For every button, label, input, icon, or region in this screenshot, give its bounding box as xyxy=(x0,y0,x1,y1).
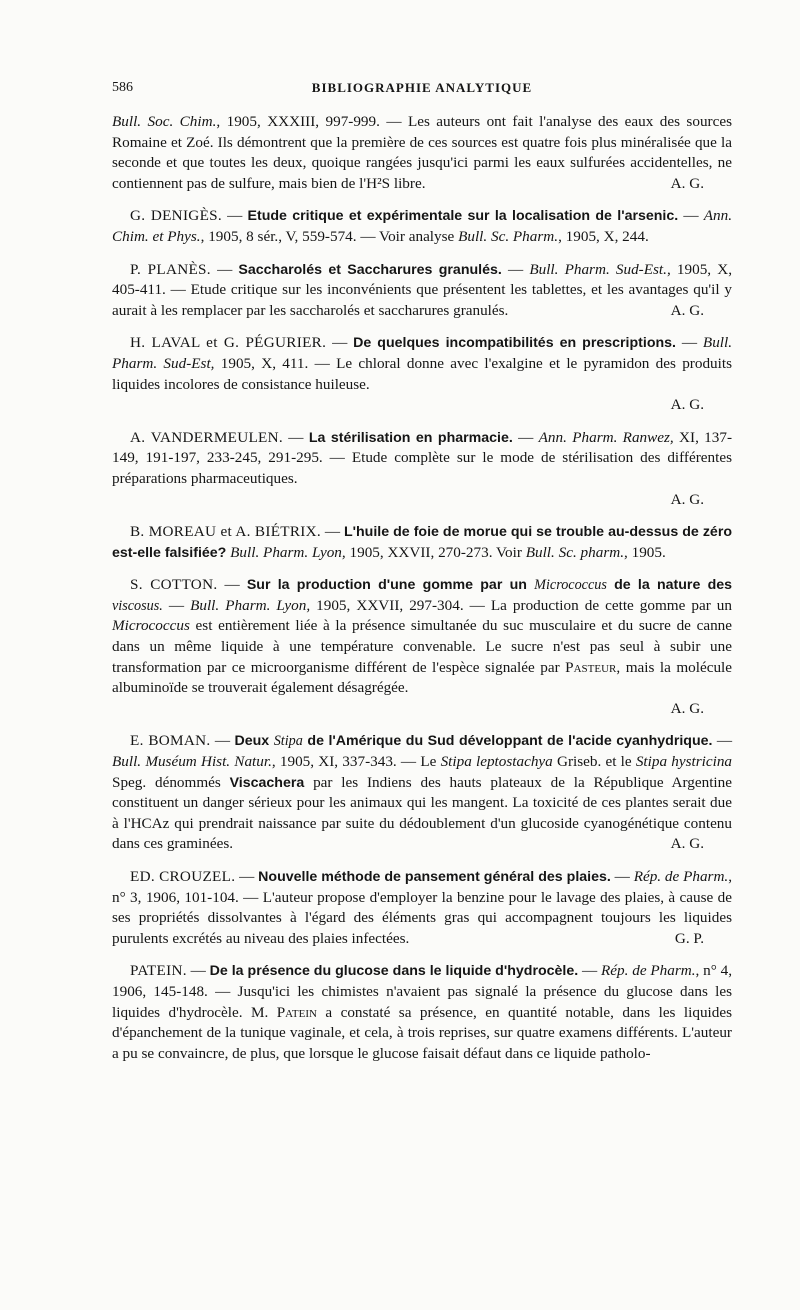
person-name: Pasteur xyxy=(565,658,617,676)
entry-body: , 1905, X, 405-411. — Etude critique sur les inconvénients que présentent les tablettes, et les avantages qu'il y aurait à les remplacer par les saccharolés et saccharures granulés. xyxy=(112,260,733,319)
entry-separator: — xyxy=(162,596,191,614)
signature: A. G. xyxy=(670,699,704,717)
entry-title xyxy=(234,733,712,749)
running-head: BIBLIOGRAPHIE ANALYTIQUE xyxy=(311,80,533,95)
page xyxy=(112,78,732,1076)
entry-title: La stérilisation en pharmacie. xyxy=(308,429,513,446)
entry-author: E. BOMAN. xyxy=(130,732,211,750)
bibliography-entry xyxy=(112,260,732,322)
common-name: Viscachera xyxy=(229,774,305,791)
entry-text: PATEIN. — De la présence du glucose dans le liquide d'hydrocèle. — Rép. de Pharm., n° 4, 1906, 145-148. — Jusqu'ici les chimistes n'avaient pas signalé la présence du glucose dans les liquides d'hydrocèle. M. Patein a constaté sa présence, en quantité notable, dans les liquides d'épanchement de la tunique vaginale, et cela, à trois reprises, sur quatre examens différents. L'auteur a pu se convaincre, de plus, que lorsque le glucose faisait défaut dans ce liquide patholo- xyxy=(112,962,733,1062)
species-name: Stipa leptostachya xyxy=(440,753,553,771)
entry-title: Saccharolés et Saccharures granulés. xyxy=(238,261,502,278)
entry-body: , 1905, X, 244. xyxy=(558,227,649,245)
entry-separator: — xyxy=(678,207,704,225)
entry-title-part: Sur la production d'une gomme par un xyxy=(246,577,535,594)
entry-text: P. PLANÈS. — Saccharolés et Saccharures granulés. — Bull. Pharm. Sud-Est., 1905, X, 405-411. — Etude critique sur les inconvénients que présentent les tablettes, et les avantages qu'il y aurait à les remplacer par les saccharolés et saccharures granulés. A. G. xyxy=(112,260,732,322)
entry-author: P. PLANÈS. xyxy=(130,260,211,278)
entry-body: , 1905, 8 sér., V, 559-574. — Voir analyse xyxy=(200,227,459,245)
journal-citation: Rép. de Pharm. xyxy=(633,868,729,885)
bibliography-entry xyxy=(112,731,732,855)
entry-title: De la présence du glucose dans le liquide d'hydrocèle. xyxy=(209,963,579,980)
entry-body: , n° 4, 1906, 145-148. — Jusqu'ici les chimistes n'avaient pas signalé la présence du glucose dans les liquides d'hydrocèle. M. xyxy=(112,962,733,1021)
entry-title: Nouvelle méthode de pansement général des plaies. xyxy=(258,869,611,885)
journal-citation: Bull. Sc. pharm. xyxy=(525,543,624,561)
entry-separator: — xyxy=(712,732,733,750)
entry-body: , 1905, XXXIII, 997-999. — Les auteurs ont fait l'analyse des eaux des sources Romaine et Zoé. Ils démontrent que la première de ces sources est quatre fois plus minéralisée que la seconde et que toutes les deux, quoique rangées jusqu'ici parmi les eaux sulfurées accidentelles, ne contiennent pas de sulfure, mais bien de l'H²S libre. xyxy=(112,113,732,192)
bibliography-entry xyxy=(112,867,732,949)
species-name: Stipa hystricina xyxy=(635,753,733,771)
bibliography-entry xyxy=(112,333,732,415)
entry-body: XI, 137-149, 191-197, 233-245, 291-295. — Etude complète sur le mode de stérilisation des différentes préparations pharmaceutiques. xyxy=(112,428,733,487)
entry-title-italic: Stipa xyxy=(273,733,303,750)
signature: A. G. xyxy=(670,835,704,853)
entry-author: A. VANDERMEULEN. xyxy=(130,428,283,446)
signature: A. G. xyxy=(670,301,704,319)
entry-title: L'huile de foie de morue qui se trouble au-dessus de zéro est-elle falsifiée? xyxy=(112,524,733,561)
entry-separator: — xyxy=(610,868,634,885)
entry-body: est entièrement liée à la présence simultanée du suc musculaire et du sucre de canne dans un même liquide à une température convenable. Le sucre n'est pas seul à subir une transformation par ce microorganisme différent de l'espèce signalée par xyxy=(112,617,732,676)
running-header xyxy=(112,78,732,100)
entry-body: 1905, X, 411. — Le chloral donne avec l'exalgine et le pyramidon des produits liquides incolores de consistance huileuse. xyxy=(112,354,732,393)
journal-citation: Bull. Muséum Hist. Natur. xyxy=(112,753,272,771)
bibliography-entry xyxy=(112,575,732,719)
journal-citation: Bull. Sc. Pharm. xyxy=(458,227,559,245)
entry-body: , 1905, XI, 337-343. — Le xyxy=(271,753,441,771)
bibliography-entry xyxy=(112,522,732,563)
entry-author: S. COTTON. xyxy=(130,576,218,594)
journal-citation: Bull. Pharm. Sud-Est. xyxy=(529,260,667,278)
signature: A. G. xyxy=(670,396,704,414)
entry-author: H. LAVAL et G. PÉGURIER. xyxy=(130,334,327,352)
entry-text: H. LAVAL et G. PÉGURIER. — De quelques incompatibilités en prescriptions. — Bull. Pharm. Sud-Est, 1905, X, 411. — Le chloral donne avec l'exalgine et le pyramidon des produits liquides incolores de consistance huileuse. xyxy=(112,334,733,393)
entry-text xyxy=(112,112,732,194)
entry-body: , 1905. xyxy=(624,543,666,561)
entry-title: Etude critique et expérimentale sur la localisation de l'arsenic. xyxy=(247,208,679,225)
entry-separator: — xyxy=(578,962,602,980)
entry-text: G. DENIGÈS. — Etude critique et expérimentale sur la localisation de l'arsenic. — Ann. Chim. et Phys., 1905, 8 sér., V, 559-574. — Voir analyse Bull. Sc. Pharm., 1905, X, 244. xyxy=(112,207,732,245)
entry-body: 1905, XXVII, 270-273. Voir xyxy=(345,543,526,561)
entry-title-part: de l'Amérique du Sud développant de l'acide cyanhydrique. xyxy=(302,733,713,750)
journal-citation: Bull. Pharm. Lyon, xyxy=(230,543,346,561)
entry-text: ED. CROUZEL. — Nouvelle méthode de pansement général des plaies. — Rép. de Pharm., n° 3, 1906, 101-104. — L'auteur propose d'employer la benzine pour le lavage des plaies, à cause de ses propriétés dissolvantes à l'égard des éléments gras qui accompagnent toujours les liquides purulents excrétés au niveau des plaies infectées. G. P. xyxy=(112,867,732,949)
bibliography-entry xyxy=(112,112,732,194)
signature: G. P. xyxy=(674,929,704,947)
signature: A. G. xyxy=(670,174,704,192)
journal-citation: Ann. Pharm. Ranwez, xyxy=(538,428,674,446)
entry-author: PATEIN. xyxy=(130,962,187,980)
entry-body: 1905, XXVII, 297-304. — La production de cette gomme par un xyxy=(310,596,732,614)
journal-citation: Rép. de Pharm. xyxy=(601,962,696,980)
entry-text: A. VANDERMEULEN. — La stérilisation en pharmacie. — Ann. Pharm. Ranwez, XI, 137-149, 191-197, 233-245, 291-295. — Etude complète sur le mode de stérilisation des différentes préparations pharmaceutiques. xyxy=(112,428,733,487)
entry-author: ED. CROUZEL. xyxy=(130,868,236,885)
bibliography-entry xyxy=(112,961,732,1064)
species-name: Micrococcus xyxy=(112,617,190,635)
entry-title: De quelques incompatibilités en prescriptions. xyxy=(353,335,676,352)
entry-body: Griseb. et le xyxy=(552,753,636,771)
entry-separator: — xyxy=(512,428,539,446)
entry-body: a constaté sa présence, en quantité notable, dans les liquides d'épanchement de la tunique vaginale, et cela, à trois reprises, sur quatre examens différents. L'auteur a pu se convaincre, de plus, que lorsque le glucose faisait défaut dans ce liquide patholo- xyxy=(112,1003,733,1062)
entry-text: S. COTTON. — Sur la production d'une gomme par un Micrococcus de la nature des viscosus. — Bull. Pharm. Lyon, 1905, XXVII, 297-304. — La production de cette gomme par un Micrococcus est entièrement liée à la présence simultanée du suc musculaire et du sucre de canne dans un même liquide à une température convenable. Le sucre n'est pas seul à subir une transformation par ce microorganisme différent de l'espèce signalée par Pasteur, mais la molécule albuminoïde se trouverait également désagrégée. xyxy=(112,576,733,697)
journal-citation: Bull. Soc. Chim. xyxy=(112,113,217,130)
entry-author: G. DENIGÈS. xyxy=(130,207,222,225)
entry-separator: — xyxy=(501,260,530,278)
signature: A. G. xyxy=(670,490,704,508)
entry-body: , n° 3, 1906, 101-104. — L'auteur propose d'employer la benzine pour le lavage des plaies, à cause de ses propriétés dissolvantes à l'égard des éléments gras qui accompagnent toujours les liquides purulents excrétés au niveau des plaies infectées. xyxy=(112,868,733,947)
entry-text: B. MOREAU et A. BIÉTRIX. — L'huile de foie de morue qui se trouble au-dessus de zéro est-elle falsifiée? Bull. Pharm. Lyon, 1905, XXVII, 270-273. Voir Bull. Sc. pharm., 1905. xyxy=(112,523,733,561)
bibliography-entry xyxy=(112,206,732,247)
entry-title-part: de la nature des xyxy=(606,577,733,594)
bibliography-entry xyxy=(112,428,732,510)
entry-title-italic: Micrococcus xyxy=(534,577,607,594)
person-name: Patein xyxy=(276,1003,317,1021)
journal-citation: Bull. Pharm. Sud-Est, xyxy=(112,334,733,372)
journal-citation: Bull. Pharm. Lyon, xyxy=(190,596,311,614)
entry-title-part: Deux xyxy=(234,733,274,750)
entry-body: , mais la molécule albuminoïde se trouverait également désagrégée. xyxy=(112,658,733,697)
journal-citation: Ann. Chim. et Phys. xyxy=(112,207,732,245)
page-number: 586 xyxy=(112,80,133,95)
entry-author: B. MOREAU et A. BIÉTRIX. xyxy=(130,523,322,541)
entry-title-italic: viscosus. xyxy=(112,597,163,614)
entry-text: E. BOMAN. — Deux Stipa de l'Amérique du Sud développant de l'acide cyanhydrique. — Bull. Muséum Hist. Natur., 1905, XI, 337-343. — Le Stipa leptostachya Griseb. et le Stipa hystricina Speg. dénommés Viscachera par les Indiens des hauts plateaux de la République Argentine constituent un danger sérieux pour les animaux qui les mangent. La toxicité de ces plantes serait due à l'HCAz qui prendrait naissance par suite du dédoublement d'un glucoside cyanogénétique contenu dans ces graminées. A. G. xyxy=(112,731,732,855)
entry-body: Speg. dénommés xyxy=(112,773,230,791)
entry-separator: — xyxy=(675,334,703,352)
entry-body: par les Indiens des hauts plateaux de la République Argentine constituent un danger sérieux pour les animaux qui les mangent. La toxicité de ces plantes serait due à l'HCAz qui prendrait naissance par suite du dédoublement d'un glucoside cyanogénétique contenu dans ces graminées. xyxy=(112,773,732,853)
